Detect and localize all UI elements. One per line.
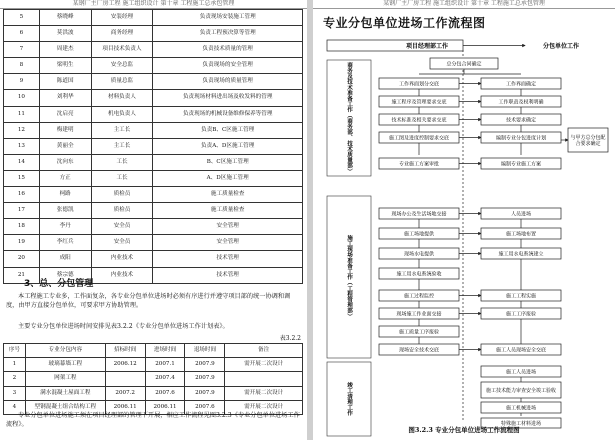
paragraph-2: 主要专业分包单位进场时间安排见表3.2.2《专业分包单位进场工作计划表》。 [18, 323, 229, 330]
table-row [4, 138, 303, 154]
table-cell: 工长 [91, 170, 153, 186]
table-cell: 蔡宗德 [39, 267, 91, 283]
flow-box-label: 施工人员进场 [505, 369, 537, 376]
table-cell: 5 [4, 10, 40, 26]
table-cell: 负责现场的安全管理 [153, 58, 303, 74]
table-cell: 玻璃幕墙工程 [25, 358, 105, 372]
table-cell: 质量总监 [91, 74, 153, 90]
flow-box-label: 编制专业施工方案 [500, 161, 542, 168]
table-cell: 20 [4, 251, 40, 267]
table-header-cell: 进场时间 [145, 344, 185, 358]
table-row [4, 358, 303, 372]
table-cell: 莫洪波 [39, 26, 91, 42]
table-header-cell: 备注 [225, 344, 303, 358]
table-cell: 1 [4, 358, 26, 372]
table-cell: 技术管理 [153, 267, 303, 283]
flow-box-label: 施工工序报验 [505, 311, 537, 318]
table-cell: 安全员 [91, 219, 153, 235]
flow-box-label: 技术标准及相关要求交底 [391, 117, 447, 124]
table-cell: 质检员 [91, 187, 153, 203]
table-cell: 16 [4, 187, 40, 203]
table-cell: 需开展二次设计 [225, 358, 303, 372]
right-running-head: 某钢厂主厂房工程 施工组织设计 第十章 工程施工总承包管理 [313, 0, 615, 9]
table-cell: A、D区施工管理 [153, 170, 303, 186]
table-cell: 安全员 [91, 235, 153, 251]
table-cell [105, 372, 145, 386]
table-cell: 4 [4, 400, 26, 414]
subcontract-table [3, 343, 303, 415]
table-cell: 陈道国 [39, 74, 91, 90]
flow-box-label: 现场施工作业面交接 [396, 311, 442, 318]
flow-box-label: 特殊施工材料进场 [500, 421, 542, 427]
table-cell: 2007.9 [185, 358, 225, 372]
table-cell: 黄丽全 [39, 138, 91, 154]
table-cell: 蔡晓峰 [39, 10, 91, 26]
table-cell: 李红兵 [39, 235, 91, 251]
table-cell: 负责工程预决算等管理 [153, 26, 303, 42]
flow-box-label: 工作职责及权利明确 [498, 99, 544, 106]
table-cell: 主工长 [91, 122, 153, 138]
flow-box-label: 施工用水电系统建立 [498, 251, 544, 258]
table-cell: 2007.4 [145, 372, 185, 386]
table-row [4, 386, 303, 400]
table-cell: 7 [4, 42, 40, 58]
flow-box-label: 与甲方总分包配合要求确定 [570, 135, 606, 147]
table-header-cell: 序号 [4, 344, 26, 358]
table-cell: 项目技术负责人 [91, 42, 153, 58]
paragraph-3: 专业分包单位进场施工须在项目经理部的管理下开展，相应工作流程见图3.2.3《专业分包单位进场工作流程》。 [6, 412, 300, 428]
table-cell: 2007.9 [185, 386, 225, 400]
figure-caption: 图3.2.3 专业分包单位进场工作流程图 [408, 426, 520, 434]
table-cell: 安全管理 [153, 219, 303, 235]
flow-box-label: 现场办公及生活场地交接 [391, 211, 447, 218]
table-caption: 表3.2.2 [279, 335, 301, 342]
table-row [4, 251, 303, 267]
table-cell: 安全总监 [91, 58, 153, 74]
table-header-cell: 退场时间 [185, 344, 225, 358]
flow-box-label: 施工工程实施 [505, 293, 537, 300]
table-cell: 刘利华 [39, 90, 91, 106]
table-cell: 2 [4, 372, 26, 386]
table-cell: 满水混凝土屋面工程 [25, 386, 105, 400]
table-cell: 负责B、C区施工管理 [153, 122, 303, 138]
table-cell: 2007.6 [145, 386, 185, 400]
flow-box-label: 施工过程监控 [403, 293, 435, 300]
left-running-head: 某钢厂主厂房工程 施工组织设计 第十章 工程施工总承包管理 [0, 0, 307, 9]
flow-title: 专业分包单位进场工作流程图 [323, 16, 486, 30]
lane-header-right: 分包单位工作 [542, 43, 580, 50]
table-cell: 安全管理 [153, 235, 303, 251]
table-cell: B、C区施工管理 [153, 154, 303, 170]
phase-label: 施工现场准备工作（工程管理部） [346, 235, 352, 319]
flow-box-label: 工作界面划分交底 [398, 81, 440, 88]
table-cell: 13 [4, 138, 40, 154]
flow-box-label: 专业施工方案审批 [398, 161, 440, 168]
table-cell: 柯路 [39, 187, 91, 203]
table-row [4, 122, 303, 138]
phase-label: 竣工清理工作 [346, 382, 352, 416]
table-row [4, 170, 303, 186]
flow-box-label: 总分包合同确定 [446, 61, 482, 68]
table-cell: 机电负责人 [91, 106, 153, 122]
table-row [4, 219, 303, 235]
section-title: 3、总、分包管理 [24, 279, 94, 289]
staff-table [3, 9, 303, 284]
flow-box-label: 现场水电提供 [403, 251, 435, 258]
table-cell: 2007.1 [145, 358, 185, 372]
table-row [4, 26, 303, 42]
right-page [313, 0, 615, 440]
table-cell: 负责现场的机械设备维修保养等管理 [153, 106, 303, 122]
table-cell: 8 [4, 58, 40, 74]
table-cell: 技术管理 [153, 251, 303, 267]
table-cell: 11 [4, 106, 40, 122]
table-header-cell: 招标时间 [105, 344, 145, 358]
table-cell: 内业技术 [91, 267, 153, 283]
table-cell: 19 [4, 235, 40, 251]
table-cell: 6 [4, 26, 40, 42]
table-cell: 李丹 [39, 219, 91, 235]
flow-box-label: 技术要求确定 [505, 117, 537, 124]
table-cell: 负责A、D区施工管理 [153, 138, 303, 154]
table-row [4, 372, 303, 386]
table-cell: 商务经理 [91, 26, 153, 42]
table-cell: 3 [4, 386, 26, 400]
table-cell: 工长 [91, 154, 153, 170]
table-row [4, 90, 303, 106]
table-cell: 2006.11 [145, 400, 185, 414]
table-row [4, 235, 303, 251]
table-cell: 安装经理 [91, 10, 153, 26]
flow-box-label: 施工人员现场安全交底 [495, 347, 547, 354]
table-cell: 2007.2 [105, 386, 145, 400]
table-cell: 需开展二次设计 [225, 386, 303, 400]
table-cell: 周建杰 [39, 42, 91, 58]
table-cell: 需开展二次设计 [225, 400, 303, 414]
flow-box-label: 现场安全技术交底 [398, 347, 440, 354]
table-cell: 施工质量检查 [153, 203, 303, 219]
table-row [4, 187, 303, 203]
table-cell [225, 372, 303, 386]
table-row [4, 154, 303, 170]
table-row [4, 203, 303, 219]
flow-box-label: 施工场地布置 [505, 231, 537, 238]
table-cell: 10 [4, 90, 40, 106]
table-cell: 梁明生 [39, 58, 91, 74]
flow-box-label: 工作界面确定 [505, 81, 537, 88]
left-page [0, 0, 307, 440]
table-cell: 14 [4, 154, 40, 170]
table-cell: 15 [4, 170, 40, 186]
table-cell: 型钢混凝土组合结构工程 [25, 400, 105, 414]
table-cell: 12 [4, 122, 40, 138]
table-cell: 梅建明 [39, 122, 91, 138]
table-cell: 2006.11 [105, 400, 145, 414]
table-cell: 负责现场材料进出场及收发料的管理 [153, 90, 303, 106]
table-header-cell: 专业分包内容 [25, 344, 105, 358]
table-cell: 9 [4, 74, 40, 90]
table-cell: 17 [4, 203, 40, 219]
flow-box-label: 施工程序及管理要求交底 [391, 99, 447, 106]
table-row [4, 10, 303, 26]
flowchart [313, 0, 615, 440]
paragraph-1: 本工程施工专业多，工作面复杂，各专业分包单位进场时必须有序进行并遵守项目部的统一协调和调度，由甲方直接分包单位，可要求甲方协助管理。 [6, 293, 291, 309]
flow-box-label: 施工技术能力审查安全竣工验收 [485, 388, 557, 394]
table-cell: 主工长 [91, 138, 153, 154]
table-cell: 施工质量检查 [153, 187, 303, 203]
table-cell: 21 [4, 267, 40, 283]
table-cell: 2007.6 [185, 400, 225, 414]
lane-header-left: 项目经理部工作 [405, 43, 449, 50]
table-cell: 张德凯 [39, 203, 91, 219]
flow-box-label: 人员进场 [510, 211, 532, 218]
table-cell: 负责技术质量的管理 [153, 42, 303, 58]
table-cell: 负责现场的质量管理 [153, 74, 303, 90]
table-row [4, 42, 303, 58]
flow-box-label: 施工用水电系统验收 [396, 271, 442, 278]
table-row [4, 74, 303, 90]
table-cell: 2007.9 [185, 372, 225, 386]
flow-box-label: 施工机械进场 [505, 405, 537, 412]
table-cell: 沈向东 [39, 154, 91, 170]
table-cell: 网架工程 [25, 372, 105, 386]
table-row [4, 106, 303, 122]
table-cell: 材料负责人 [91, 90, 153, 106]
table-row [4, 58, 303, 74]
table-cell: 2006.12 [105, 358, 145, 372]
table-cell: 18 [4, 219, 40, 235]
table-cell: 内业技术 [91, 251, 153, 267]
flow-box-label: 施工场地提供 [403, 231, 435, 238]
table-cell: 沈启亮 [39, 106, 91, 122]
flow-box-label: 编制专业分包进度计划 [495, 135, 547, 142]
table-cell: 成阳 [39, 251, 91, 267]
table-cell: 质检员 [91, 203, 153, 219]
phase-label: 商务及技术准备工作（商务部、技术质量部） [346, 62, 352, 174]
table-cell: 方正 [39, 170, 91, 186]
flow-box-label: 施工图及进度控制要求交底 [388, 135, 450, 142]
table-cell: 负责现场安装施工管理 [153, 10, 303, 26]
flow-box-label: 施工质量工序报验 [398, 329, 440, 336]
